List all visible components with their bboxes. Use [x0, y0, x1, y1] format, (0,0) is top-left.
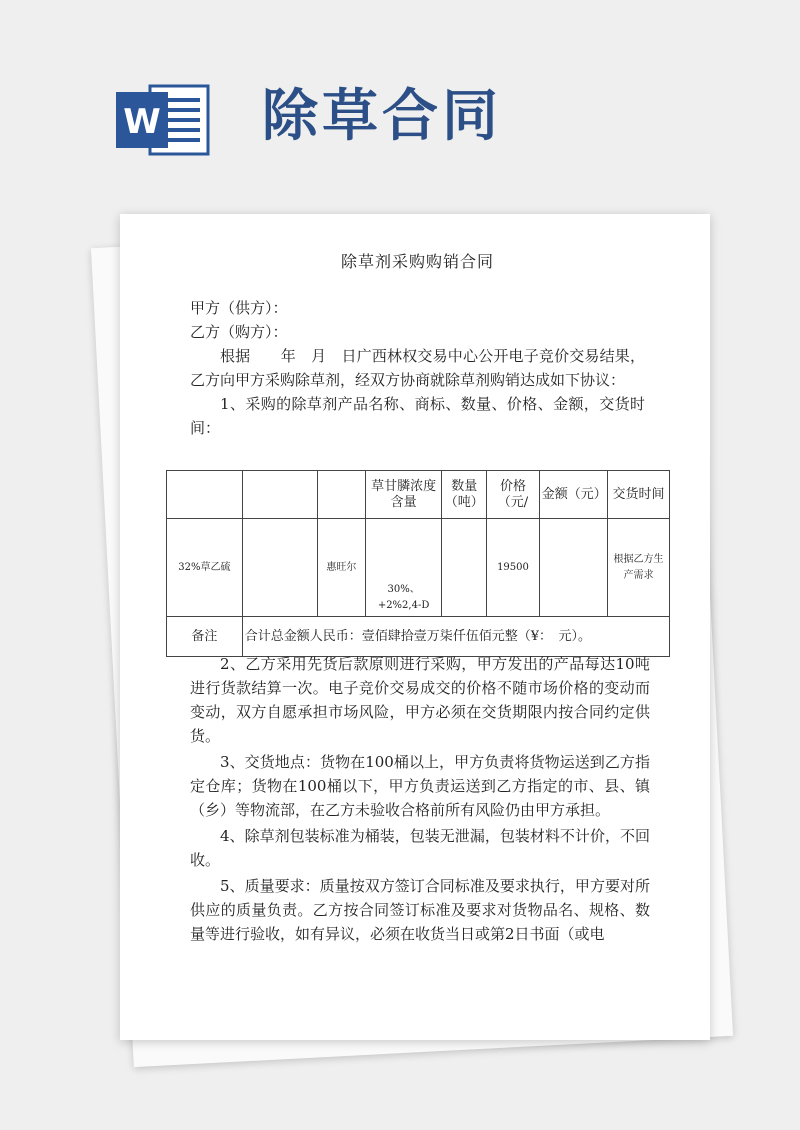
table-header-cell: 草甘膦浓度含量: [365, 471, 441, 519]
page-header: [0, 0, 800, 200]
table-row: [167, 519, 670, 617]
table-header-cell: [242, 471, 317, 519]
document-page: [120, 214, 710, 1040]
clause-4: 4、除草剂包装标准为桶装，包装无泄漏，包装材料不计价，不回收。: [190, 827, 650, 869]
brand-cell: 惠旺尔: [317, 519, 365, 617]
party-a-line: 甲方（供方）：: [190, 299, 288, 317]
contract-title: 除草剂采购购销合同: [340, 252, 494, 271]
table-header-cell: [317, 471, 365, 519]
word-logo-icon: [112, 80, 212, 160]
table-cell: [242, 519, 317, 617]
document-body: [190, 250, 645, 440]
table-header-row: [167, 471, 670, 519]
table-header-cell: 金额（元）: [539, 471, 607, 519]
clause-2: 2、乙方采用先货后款原则进行采购，甲方发出的产品每达10吨进行货款结算一次。电子竞价交易成交的价格不随市场价格的变动而变动，双方自愿承担市场风险，甲方必须在交货期限内按合同约定供货。: [190, 655, 650, 745]
remark-row: [167, 617, 670, 657]
amount-cell: [539, 519, 607, 617]
price-cell: 19500: [487, 519, 540, 617]
contract-clauses: [190, 652, 650, 948]
table-header-cell: 价格（元/: [487, 471, 540, 519]
table-header-cell: [167, 471, 243, 519]
quantity-cell: [442, 519, 487, 617]
clause-1: 1、采购的除草剂产品名称、商标、数量、价格、金额，交货时间：: [190, 395, 645, 437]
party-b-line: 乙方（购方）：: [190, 323, 288, 341]
product-name-cell: 32%草乙硫: [167, 519, 243, 617]
clause-5: 5、质量要求：质量按双方签订合同标准及要求执行，甲方要对所供应的质量负责。乙方按合同签订标准及要求对货物品名、规格、数量等进行验收，如有异议，必须在收货当日或第2日书面（或电: [190, 877, 650, 943]
goods-table: [166, 470, 670, 657]
remark-label: 备注: [167, 617, 243, 657]
word-logo-letter: W: [123, 102, 161, 142]
delivery-time-cell: 根据乙方生产需求: [608, 519, 670, 617]
remark-value: 合计总金额人民币：壹佰肆拾壹万柒仟伍佰元整（¥： 元）。: [242, 617, 669, 657]
intro-paragraph: 根据 年 月 日广西林权交易中心公开电子竞价交易结果，乙方向甲方采购除草剂，经双方协商就除草剂购销达成如下协议：: [190, 347, 645, 389]
clause-3: 3、交货地点：货物在100桶以上，甲方负责将货物运送到乙方指定仓库；货物在100桶以下，甲方负责运送到乙方指定的市、县、镇（乡）等物流部，在乙方未验收合格前所有风险仍由甲方承担。: [190, 753, 650, 819]
concentration-cell: 30%、+2%2,4-D: [365, 519, 441, 617]
table-header-cell: 数量（吨）: [442, 471, 487, 519]
doc-heading: 除草合同: [262, 84, 502, 149]
table-header-cell: 交货时间: [608, 471, 670, 519]
